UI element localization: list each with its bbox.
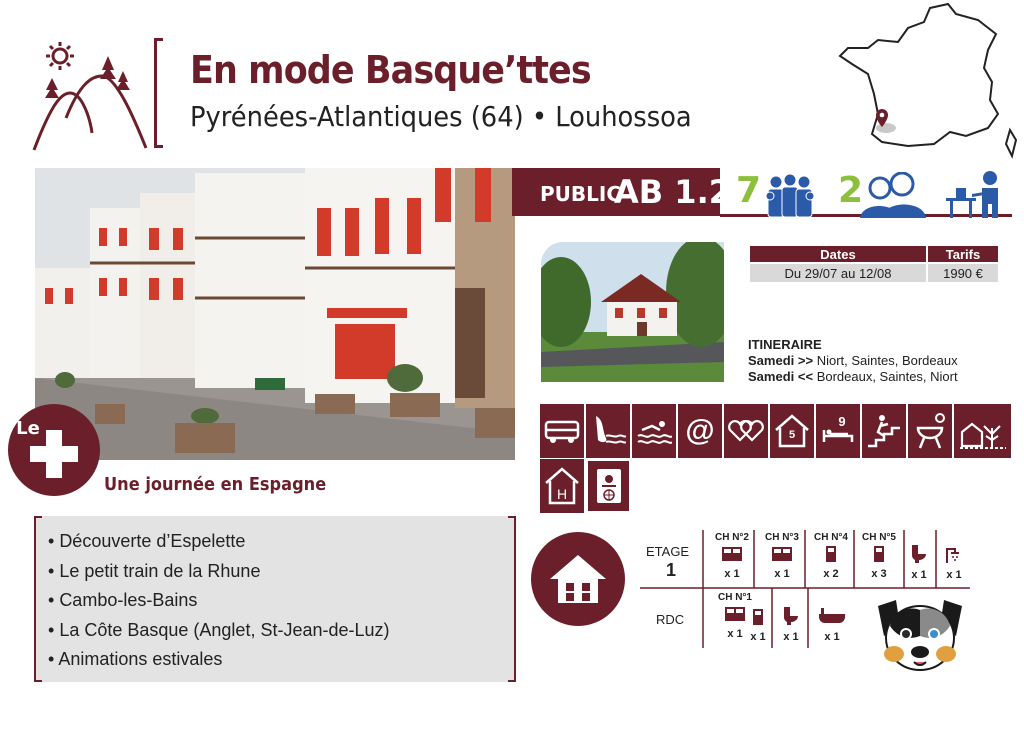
room-count: x 1 bbox=[724, 568, 740, 580]
participants-count: 7 bbox=[736, 170, 762, 211]
page-title: En mode Basque’ttes bbox=[190, 48, 591, 92]
public-label: PUBLIC bbox=[540, 182, 622, 206]
dog-mascot-icon bbox=[870, 596, 970, 676]
shower-icon bbox=[944, 544, 964, 564]
room-name: CH N°1 bbox=[717, 592, 752, 603]
table-row bbox=[750, 264, 998, 282]
room-ch3 bbox=[756, 532, 808, 580]
price-table bbox=[748, 244, 1000, 284]
bed-9-icon bbox=[816, 404, 861, 458]
swimming-icon bbox=[632, 404, 677, 458]
title-bracket bbox=[154, 38, 163, 148]
room-count: x 2 bbox=[823, 568, 839, 580]
village-street-photo bbox=[35, 168, 515, 460]
itinerary-arrow: << bbox=[797, 369, 814, 384]
itinerary-arrow: >> bbox=[797, 353, 814, 368]
staff-count: 2 bbox=[838, 170, 864, 211]
bed-9-label: 9 bbox=[838, 414, 846, 429]
list-item-text: Cambo-les-Bains bbox=[59, 590, 198, 610]
hearts-icon bbox=[724, 404, 769, 458]
list-item-text: La Côte Basque (Anglet, St-Jean-de-Luz) bbox=[59, 619, 390, 640]
list-item-text: Découverte d’Espelette bbox=[59, 531, 246, 551]
public-code: AB 1.2 bbox=[614, 173, 731, 211]
single-bed-icon bbox=[824, 543, 838, 563]
toilet-icon bbox=[910, 544, 928, 564]
list-item: • Animations estivales bbox=[48, 649, 223, 669]
room-count: x 1 bbox=[783, 631, 799, 643]
list-item: • Cambo-les-Bains bbox=[48, 590, 198, 610]
room-name: CH N°2 bbox=[714, 532, 749, 543]
page-subtitle: Pyrénées-Atlantiques (64) • Louhossoa bbox=[190, 100, 692, 133]
group-people-icon bbox=[762, 174, 818, 218]
bracket-left bbox=[34, 516, 42, 682]
house-icon bbox=[530, 531, 626, 627]
rdc-single-bed bbox=[744, 606, 772, 643]
hostel-icon bbox=[540, 459, 585, 513]
france-map-icon bbox=[838, 2, 1024, 162]
beach-icon bbox=[586, 404, 631, 458]
room-count: x 1 bbox=[727, 628, 743, 640]
le-plus-label: Le bbox=[16, 418, 40, 439]
itinerary-line-outbound bbox=[748, 353, 958, 369]
double-bed-icon bbox=[721, 543, 743, 563]
rdc-label: RDC bbox=[656, 612, 685, 627]
room-ch2 bbox=[706, 532, 758, 580]
list-item: • Découverte d’Espelette bbox=[48, 531, 246, 551]
itinerary-route: Niort, Saintes, Bordeaux bbox=[816, 353, 958, 368]
activities-list bbox=[48, 528, 390, 676]
stairs-icon bbox=[862, 404, 907, 458]
minibus-icon bbox=[540, 404, 585, 458]
svg-text:H: H bbox=[556, 486, 568, 502]
room-ch5 bbox=[854, 532, 904, 580]
dates-cell: Du 29/07 au 12/08 bbox=[750, 264, 926, 282]
room-count: x 1 bbox=[946, 569, 962, 581]
list-item: • La Côte Basque (Anglet, St-Jean-de-Luz) bbox=[48, 619, 390, 640]
itinerary bbox=[748, 337, 958, 385]
etage-toilet bbox=[904, 544, 934, 581]
barbecue-icon bbox=[908, 404, 953, 458]
room-count: x 1 bbox=[824, 631, 840, 643]
room-name: CH N°3 bbox=[764, 532, 799, 543]
etage-shower bbox=[938, 544, 970, 581]
highlight-title: Une journée en Espagne bbox=[104, 474, 327, 495]
tarifs-header: Tarifs bbox=[928, 246, 998, 262]
itinerary-title: ITINERAIRE bbox=[748, 337, 822, 352]
room-name: CH N°5 bbox=[861, 532, 896, 543]
etage-label: ETAGE bbox=[646, 544, 690, 559]
tarif-cell: 1990 € bbox=[928, 264, 998, 282]
room-name: CH N°4 bbox=[813, 532, 848, 543]
single-bed-icon bbox=[751, 606, 765, 626]
worker-desk-icon bbox=[944, 170, 1010, 218]
bathtub-icon bbox=[817, 606, 847, 626]
rdc-bathtub bbox=[812, 606, 852, 643]
at-icon: @ bbox=[678, 404, 723, 458]
garden-icon bbox=[954, 404, 1012, 458]
room-count: x 1 bbox=[911, 569, 927, 581]
etage-number: 1 bbox=[666, 560, 677, 580]
passport-icon bbox=[586, 459, 631, 513]
list-item-text: Le petit train de la Rhune bbox=[59, 560, 261, 581]
itinerary-route: Bordeaux, Saintes, Niort bbox=[816, 369, 958, 384]
room-count: x 1 bbox=[750, 631, 766, 643]
house-5-icon bbox=[770, 404, 815, 458]
staff-people-icon bbox=[856, 172, 928, 218]
itinerary-line-return bbox=[748, 369, 958, 385]
double-bed-icon bbox=[771, 543, 793, 563]
feature-icons bbox=[540, 404, 1014, 514]
list-item-text: Animations estivales bbox=[58, 649, 223, 669]
itinerary-day: Samedi bbox=[748, 353, 795, 368]
toilet-icon bbox=[782, 606, 800, 626]
room-count: x 1 bbox=[774, 568, 790, 580]
list-item: • Le petit train de la Rhune bbox=[48, 560, 261, 581]
mountain-logo-icon bbox=[30, 38, 150, 154]
house-photo bbox=[541, 242, 724, 382]
bracket-right bbox=[508, 516, 516, 682]
double-bed-icon bbox=[724, 603, 746, 623]
le-plus-badge bbox=[6, 402, 102, 498]
room-count: x 3 bbox=[871, 568, 887, 580]
rdc-toilet bbox=[776, 606, 806, 643]
dates-header: Dates bbox=[750, 246, 926, 262]
house-5-label: 5 bbox=[788, 429, 796, 441]
itinerary-day: Samedi bbox=[748, 369, 795, 384]
single-bed-icon bbox=[872, 543, 886, 563]
room-ch4 bbox=[806, 532, 856, 580]
